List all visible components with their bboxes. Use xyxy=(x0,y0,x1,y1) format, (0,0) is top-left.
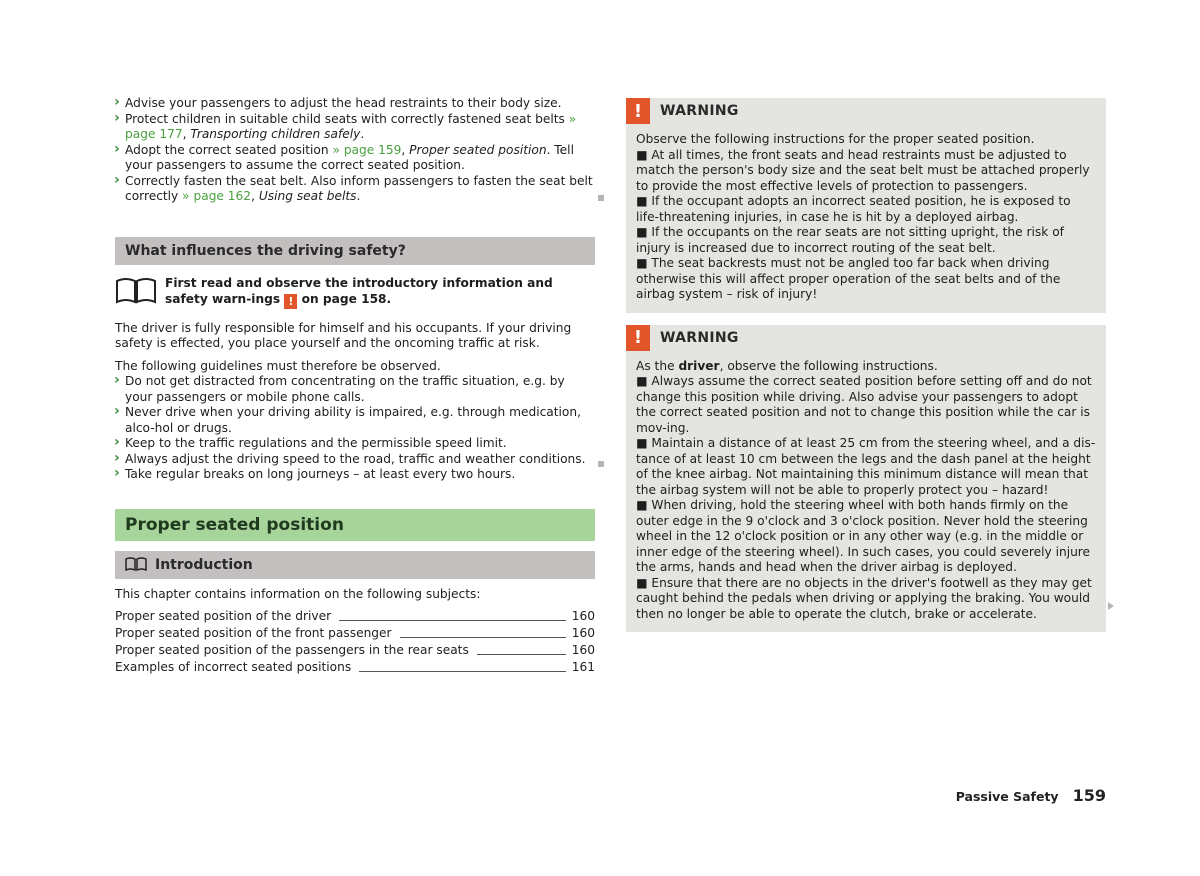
paragraph: The following guidelines must therefore be observed. xyxy=(115,358,441,373)
intro-text: This chapter contains information on the following subjects: xyxy=(115,586,481,601)
toc-row[interactable]: Proper seated position of the passengers in the rear seats 160 xyxy=(115,643,595,657)
warning-title: WARNING xyxy=(660,103,739,119)
list-item: › Adopt the correct seated position » page 159, Proper seated position. Tell your passengers to assume the correct seated position. xyxy=(115,143,595,174)
page-number: 159 xyxy=(1072,786,1106,805)
left-column xyxy=(115,96,595,676)
toc-row[interactable]: Examples of incorrect seated positions 161 xyxy=(115,660,595,674)
warning-icon: ! xyxy=(626,325,650,351)
list-item: ■ When driving, hold the steering wheel with both hands firmly on the outer edge in the 9 o'clock and 3 o'clock position. Never hold the steering wheel in the 12 o'clock position or in any other way (e.g. in the middle or inner edge of the steering wheel). In such cases, you could severely injure the arms, hands and head when the driver airbag is deployed. xyxy=(636,498,1091,574)
read-first-note: First read and observe the introductory information and safety warn-ings ! on page 158. xyxy=(115,275,595,309)
page-link-177[interactable]: » page 177 xyxy=(125,111,577,141)
list-item: › Advise your passengers to adjust the head restraints to their body size. xyxy=(115,96,595,112)
top-bullet-list xyxy=(115,96,595,205)
warning-header xyxy=(626,98,1106,124)
chapter-title: Proper seated position xyxy=(115,509,595,541)
book-icon xyxy=(125,557,147,575)
list-item: ■ If the occupant adopts an incorrect seated position, he is exposed to life-threatening injuries, in case he is hit by a deployed airbag. xyxy=(636,194,1071,224)
toc-row[interactable]: Proper seated position of the front passenger 160 xyxy=(115,626,595,640)
list-item: › Take regular breaks on long journeys – at least every two hours. xyxy=(115,467,595,483)
list-item: ■ Ensure that there are no objects in the driver's footwell as they may get caught behind the pedals when driving or applying the braking. You would then no longer be able to operate the clutch, brake or accelerate. xyxy=(636,575,1092,621)
list-item: › Do not get distracted from concentrating on the traffic situation, e.g. by your passengers or mobile phone calls. xyxy=(115,374,595,405)
warning-intro: As the driver, observe the following instructions. xyxy=(636,358,938,373)
guideline-list xyxy=(115,374,595,483)
list-item: › Keep to the traffic regulations and the permissible speed limit. xyxy=(115,436,595,452)
warning-box xyxy=(626,325,1106,633)
list-item: › Correctly fasten the seat belt. Also inform passengers to fasten the seat belt correctly » page 162, Using seat belts. xyxy=(115,174,595,205)
continue-arrow-icon xyxy=(1108,602,1114,610)
list-item: › Never drive when your driving ability is impaired, e.g. through medication, alco-hol or drugs. xyxy=(115,405,595,436)
warning-icon: ! xyxy=(626,98,650,124)
list-item: › Always adjust the driving speed to the road, traffic and weather conditions. xyxy=(115,452,595,468)
list-item: ■ Always assume the correct seated position before setting off and do not change this position while driving. Also advise your passengers to adopt the correct seated position and not to change this position while the car is mov-ing. xyxy=(636,374,1092,435)
list-item: ■ If the occupants on the rear seats are not sitting upright, the risk of injury is increased due to incorrect routing of the seat belt. xyxy=(636,225,1064,255)
section-end-marker xyxy=(598,195,604,201)
book-icon xyxy=(115,277,157,309)
introduction-heading: Introduction xyxy=(115,551,595,579)
paragraph: The driver is fully responsible for himself and his occupants. If your driving safety is effected, you place yourself and the oncoming traffic at risk. xyxy=(115,320,572,350)
warning-intro: Observe the following instructions for the proper seated position. xyxy=(636,132,1035,146)
warning-header xyxy=(626,325,1106,351)
table-of-contents xyxy=(115,608,595,676)
list-item: ■ At all times, the front seats and head restraints must be adjusted to match the person's body size and the seat belt must be attached properly to provide the most effective levels of protection to passengers. xyxy=(636,147,1090,193)
warning-title: WARNING xyxy=(660,329,739,346)
list-item: ■ The seat backrests must not be angled too far back when driving otherwise this will affect proper operation of the seat belts and of the airbag system – risk of injury! xyxy=(636,256,1061,301)
page-link-162[interactable]: » page 162 xyxy=(182,189,252,203)
warning-icon: ! xyxy=(284,294,297,309)
list-item: › Protect children in suitable child seats with correctly fastened seat belts » page 177, Transporting children safely. xyxy=(115,112,595,143)
page-footer xyxy=(956,786,1106,805)
toc-row[interactable]: Proper seated position of the driver 160 xyxy=(115,609,595,623)
section-end-marker xyxy=(598,461,604,467)
page-link-159[interactable]: » page 159 xyxy=(332,142,402,157)
list-item: ■ Maintain a distance of at least 25 cm from the steering wheel, and a dis-tance of at least 10 cm between the legs and the dash panel at the height of the knee airbag. Not maintaining this minimum distance will mean that the airbag system will not be able to properly protect you – hazard! xyxy=(636,436,1096,497)
footer-section: Passive Safety xyxy=(955,789,1059,804)
right-column xyxy=(626,98,1106,632)
section-heading: What influences the driving safety? xyxy=(115,237,595,265)
warning-box xyxy=(626,98,1106,313)
